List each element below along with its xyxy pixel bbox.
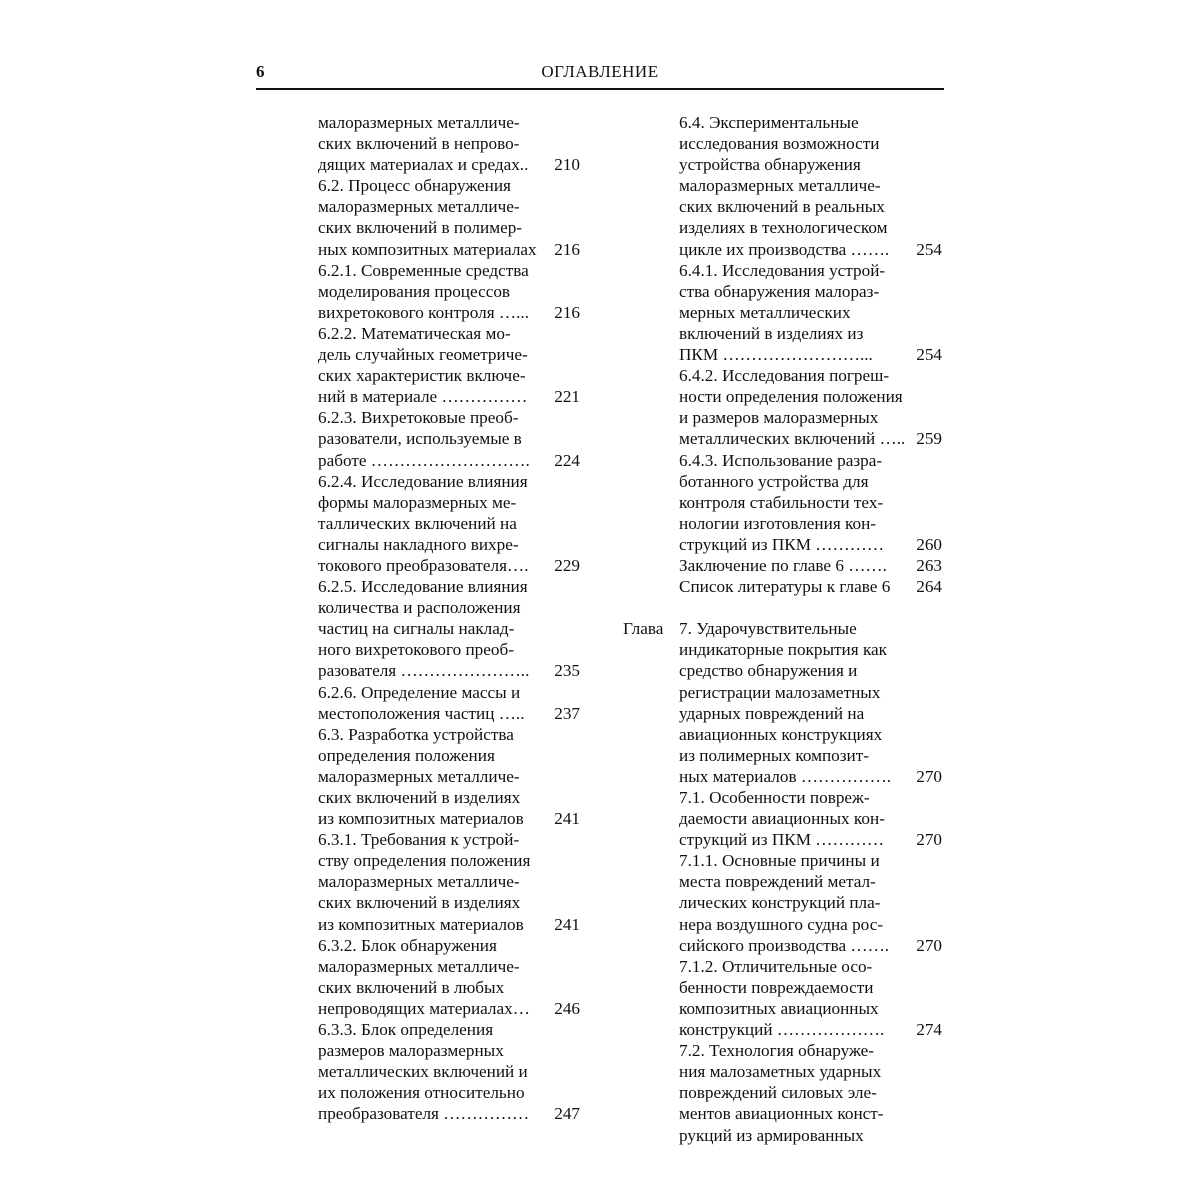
toc-entry xyxy=(318,175,584,259)
toc-entry-text: 6.4.3. Использование разра- xyxy=(679,450,883,470)
toc-entry-text: 6.2.5. Исследование влияния xyxy=(318,577,528,597)
toc-entry-line xyxy=(679,344,944,365)
toc-entry xyxy=(679,576,944,597)
toc-page-number: 216 xyxy=(554,239,580,259)
toc-entry-text: малоразмерных металличе- xyxy=(318,113,520,132)
toc-entry-line xyxy=(679,1103,944,1124)
toc-entry xyxy=(318,724,584,829)
toc-entry-text: местоположения частиц ….. xyxy=(318,703,525,723)
toc-entry-line xyxy=(318,133,584,154)
toc-entry-line xyxy=(318,956,584,977)
page-header xyxy=(256,60,944,90)
section-gap xyxy=(679,597,944,618)
toc-entry-text: их положения относительно xyxy=(318,1083,525,1103)
toc-entry-text: моделирования процессов xyxy=(318,281,511,301)
toc-entry-text: 6.4.2. Исследования погреш- xyxy=(679,366,890,386)
toc-entry-line xyxy=(679,534,944,555)
toc-entry-text: исследования возможности xyxy=(679,134,880,154)
toc-entry-line xyxy=(679,1061,944,1082)
toc-entry-line xyxy=(318,892,584,913)
toc-entry-text: разователи, используемые в xyxy=(318,429,522,449)
toc-entry-text: ности определения положения xyxy=(679,387,903,407)
toc-entry-line xyxy=(318,555,584,576)
toc-entry-text: ских включений в непрово- xyxy=(318,134,520,154)
toc-entry-line xyxy=(679,1040,944,1061)
toc-entry-text: ских включений в полимер- xyxy=(318,218,523,238)
toc-entry-line xyxy=(679,745,944,766)
running-title: ОГЛАВЛЕНИЕ xyxy=(541,62,659,81)
toc-entry-line xyxy=(679,871,944,892)
toc-entry-text: малоразмерных металличе- xyxy=(318,766,520,786)
toc-entry-line xyxy=(679,1125,944,1146)
toc-entry-line xyxy=(318,154,584,175)
toc-entry xyxy=(318,829,584,934)
toc-entry-line xyxy=(318,829,584,850)
toc-entry xyxy=(318,471,584,576)
toc-entry-line xyxy=(318,935,584,956)
toc-entry-line xyxy=(679,281,944,302)
toc-entry-line xyxy=(318,914,584,935)
toc-page-number: 264 xyxy=(916,577,942,597)
toc-entry-line xyxy=(318,850,584,871)
toc-entry-line xyxy=(318,724,584,745)
toc-entry-text: бенности повреждаемости xyxy=(679,977,874,997)
toc-entry-line xyxy=(679,935,944,956)
toc-entry-text: малоразмерных металличе- xyxy=(318,956,520,976)
toc-entry-text: ний в материале …………… xyxy=(318,387,528,407)
toc-entry-line xyxy=(318,576,584,597)
toc-entry-line xyxy=(318,112,584,133)
toc-entry-line xyxy=(679,471,944,492)
toc-entry-text: даемости авиационных кон- xyxy=(679,809,885,829)
toc-entry-line xyxy=(318,513,584,534)
toc-entry-line xyxy=(679,808,944,829)
toc-entry-text: 6.4.1. Исследования устрой- xyxy=(679,260,886,280)
toc-entry-text: металлических включений и xyxy=(318,1062,528,1082)
toc-entry-text: регистрации малозаметных xyxy=(679,682,881,702)
toc-entry-line xyxy=(679,703,944,724)
toc-entry-line xyxy=(318,175,584,196)
toc-entry-line xyxy=(318,196,584,217)
toc-page-number: 254 xyxy=(916,239,942,259)
toc-entry-text: авиационных конструкциях xyxy=(679,724,883,744)
toc-entry-line xyxy=(679,154,944,175)
toc-page-number: 270 xyxy=(916,766,942,786)
toc-entry-line xyxy=(679,133,944,154)
toc-entry-line xyxy=(318,492,584,513)
toc-entry-text: ных композитных материалах xyxy=(318,239,537,259)
toc-entry-text: контроля стабильности тех- xyxy=(679,492,884,512)
toc-entry-text: сигналы накладного вихре- xyxy=(318,534,519,554)
toc-entry-line xyxy=(679,724,944,745)
toc-entry-line xyxy=(318,682,584,703)
toc-entry xyxy=(679,1040,944,1145)
chapter-label: Глава xyxy=(623,619,664,639)
toc-entry-text: 6.2.1. Современные средства xyxy=(318,260,529,280)
toc-entry-line xyxy=(679,428,944,449)
toc-entry xyxy=(318,1019,584,1124)
toc-entry-text: и размеров малоразмерных xyxy=(679,408,879,428)
toc-entry xyxy=(679,850,944,955)
toc-entry-text: Список литературы к главе 6 xyxy=(679,577,891,597)
toc-entry-text: непроводящих материалах… xyxy=(318,998,530,1018)
toc-page-number: 263 xyxy=(916,555,942,575)
toc-page-number: 241 xyxy=(554,809,580,829)
toc-entry-line xyxy=(679,639,944,660)
toc-entry-text: 7. Ударочувствительные xyxy=(679,619,857,639)
toc-entry-text: ских характеристик включе- xyxy=(318,366,526,386)
toc-entry-line xyxy=(318,597,584,618)
page-number: 6 xyxy=(256,62,265,81)
toc-entry-line xyxy=(318,977,584,998)
toc-entry-text: формы малоразмерных ме- xyxy=(318,492,517,512)
toc-left-column xyxy=(318,112,584,1125)
toc-entry-line xyxy=(679,998,944,1019)
toc-entry-text: 6.3. Разработка устройства xyxy=(318,724,514,744)
toc-entry-text: конструкций ………………. xyxy=(679,1020,885,1040)
toc-entry-text: ных материалов ……………. xyxy=(679,766,892,786)
toc-entry-line xyxy=(318,618,584,639)
toc-entry-text: ментов авиационных конст- xyxy=(679,1104,884,1124)
toc-entry-text: ству определения положения xyxy=(318,851,531,871)
toc-entry-text: 7.1.1. Основные причины и xyxy=(679,851,880,871)
toc-entry xyxy=(679,450,944,555)
toc-entry-line xyxy=(318,787,584,808)
toc-page-number: 274 xyxy=(916,1020,942,1040)
toc-entry-line xyxy=(679,660,944,681)
toc-entry-text: 6.2.2. Математическая мо- xyxy=(318,323,511,343)
toc-entry-line xyxy=(318,808,584,829)
toc-entry-line xyxy=(318,766,584,787)
toc-entry-line xyxy=(318,260,584,281)
toc-page-number: 224 xyxy=(554,450,580,470)
toc-entry-text: вихретокового контроля …... xyxy=(318,302,529,322)
toc-entry-line xyxy=(679,217,944,238)
toc-entry-line xyxy=(318,302,584,323)
toc-entry-text: композитных авиационных xyxy=(679,998,879,1018)
toc-entry-text: лических конструкций пла- xyxy=(679,893,881,913)
toc-entry-text: разователя ………………….. xyxy=(318,661,530,681)
toc-page-number: 254 xyxy=(916,345,942,365)
toc-entry xyxy=(318,323,584,407)
toc-entry-line xyxy=(679,175,944,196)
toc-entry xyxy=(679,555,944,576)
toc-entry-line xyxy=(679,302,944,323)
toc-entry xyxy=(679,260,944,365)
toc-entry-line xyxy=(679,407,944,428)
toc-entry-line xyxy=(679,365,944,386)
toc-entry-text: 7.1. Особенности повреж- xyxy=(679,788,870,807)
toc-entry xyxy=(679,112,944,260)
toc-entry-line xyxy=(318,239,584,260)
toc-entry-line xyxy=(318,407,584,428)
toc-entry xyxy=(679,787,944,850)
toc-entry xyxy=(318,576,584,681)
toc-entry-text: 6.2.6. Определение массы и xyxy=(318,682,521,702)
toc-entry-text: устройства обнаружения xyxy=(679,155,861,175)
toc-entry-text: 6.2.3. Вихретоковые преоб- xyxy=(318,408,519,428)
toc-entry-line xyxy=(318,323,584,344)
toc-entry-text: преобразователя …………… xyxy=(318,1104,530,1124)
toc-page-number: 241 xyxy=(554,914,580,934)
toc-page-number: 235 xyxy=(554,661,580,681)
toc-entry-text: ния малозаметных ударных xyxy=(679,1062,882,1082)
toc-entry-text: 6.2.4. Исследование влияния xyxy=(318,471,528,491)
toc-entry-line xyxy=(679,323,944,344)
toc-page-number: 210 xyxy=(554,155,580,175)
toc-entry-line xyxy=(318,639,584,660)
toc-entry-text: дящих материалах и средах.. xyxy=(318,155,529,175)
toc-entry-line xyxy=(318,745,584,766)
toc-entry-line xyxy=(318,534,584,555)
toc-entry xyxy=(623,618,944,787)
toc-entry-line xyxy=(318,281,584,302)
toc-entry xyxy=(318,260,584,323)
toc-entry-line xyxy=(679,766,944,787)
toc-entry-line xyxy=(318,217,584,238)
toc-entry-line xyxy=(679,513,944,534)
toc-entry-line xyxy=(318,660,584,681)
toc-entry-line xyxy=(318,1040,584,1061)
toc-entry-line xyxy=(318,703,584,724)
toc-entry-line xyxy=(679,492,944,513)
toc-entry-line xyxy=(318,386,584,407)
toc-page-number: 247 xyxy=(554,1104,580,1124)
toc-entry-line xyxy=(679,576,944,597)
toc-entry-line xyxy=(679,618,944,639)
toc-entry-line xyxy=(318,344,584,365)
toc-entry xyxy=(679,365,944,449)
toc-entry-line xyxy=(318,1061,584,1082)
toc-entry-text: 7.2. Технология обнаруже- xyxy=(679,1041,875,1061)
toc-entry-line xyxy=(679,1019,944,1040)
toc-entry-line xyxy=(318,450,584,471)
toc-entry-line xyxy=(318,471,584,492)
toc-right-column xyxy=(623,112,944,1146)
toc-entry-text: малоразмерных металличе- xyxy=(318,197,520,217)
toc-page-number: 221 xyxy=(554,387,580,407)
toc-entry-text: малоразмерных металличе- xyxy=(679,176,881,196)
toc-entry-text: дель случайных геометриче- xyxy=(318,345,528,365)
toc-entry-line xyxy=(679,914,944,935)
toc-entry-text: частиц на сигналы наклад- xyxy=(318,619,515,639)
toc-page-number: 246 xyxy=(554,998,580,1018)
toc-entry xyxy=(679,956,944,1040)
toc-entry-text: повреждений силовых эле- xyxy=(679,1083,877,1103)
toc-entry-text: металлических включений ….. xyxy=(679,429,906,449)
toc-entry xyxy=(318,112,584,175)
toc-entry-text: таллических включений на xyxy=(318,513,517,533)
toc-entry-text: цикле их производства ……. xyxy=(679,239,890,259)
toc-entry-line xyxy=(318,1103,584,1124)
toc-entry-text: из композитных материалов xyxy=(318,809,524,829)
toc-entry-text: изделиях в технологическом xyxy=(679,218,888,238)
toc-entry-text: ударных повреждений на xyxy=(679,703,865,723)
toc-entry-text: размеров малоразмерных xyxy=(318,1041,504,1061)
toc-entry-text: места повреждений метал- xyxy=(679,872,876,892)
toc-page-number: 229 xyxy=(554,555,580,575)
toc-entry-line xyxy=(318,1019,584,1040)
toc-entry-line xyxy=(318,365,584,386)
toc-entry-text: малоразмерных металличе- xyxy=(318,872,520,892)
toc-entry-text: из композитных материалов xyxy=(318,914,524,934)
toc-entry-text: ских включений в любых xyxy=(318,977,505,997)
toc-entry-line xyxy=(679,260,944,281)
toc-entry-line xyxy=(318,871,584,892)
toc-entry-line xyxy=(679,787,944,808)
toc-entry-line xyxy=(679,112,944,133)
toc-entry-text: струкций из ПКМ ………… xyxy=(679,830,885,850)
toc-entry-text: нера воздушного судна рос- xyxy=(679,914,884,934)
toc-entry-text: работе ………………………. xyxy=(318,450,530,470)
toc-entry-text: 7.1.2. Отличительные осо- xyxy=(679,956,873,976)
toc-entry-text: ного вихретокового преоб- xyxy=(318,640,514,660)
toc-entry-text: 6.2. Процесс обнаружения xyxy=(318,176,511,196)
toc-entry xyxy=(318,407,584,470)
toc-page-number: 237 xyxy=(554,703,580,723)
toc-page-number: 216 xyxy=(554,302,580,322)
toc-entry-line xyxy=(679,196,944,217)
toc-entry-text: 6.3.3. Блок определения xyxy=(318,1020,494,1040)
toc-entry xyxy=(318,682,584,724)
toc-entry-text: мерных металлических xyxy=(679,302,851,322)
toc-entry-line xyxy=(318,428,584,449)
toc-page-number: 259 xyxy=(916,429,942,449)
toc-entry-line xyxy=(679,239,944,260)
toc-entry-text: средство обнаружения и xyxy=(679,661,858,681)
toc-entry-text: ских включений в изделиях xyxy=(318,893,521,913)
toc-entry-line xyxy=(679,450,944,471)
toc-entry-text: 6.4. Экспериментальные xyxy=(679,113,859,132)
toc-entry-text: 6.3.1. Требования к устрой- xyxy=(318,830,520,850)
toc-entry-line xyxy=(318,1082,584,1103)
toc-entry-text: ских включений в реальных xyxy=(679,197,885,217)
toc-page-number: 270 xyxy=(916,935,942,955)
toc-entry-text: индикаторные покрытия как xyxy=(679,640,888,660)
toc-entry-text: токового преобразователя…. xyxy=(318,555,529,575)
toc-entry-text: количества и расположения xyxy=(318,598,521,618)
toc-entry-text: Заключение по главе 6 ……. xyxy=(679,555,887,575)
toc-entry-text: 6.3.2. Блок обнаружения xyxy=(318,935,497,955)
toc-entry-line xyxy=(679,892,944,913)
toc-entry-line xyxy=(679,555,944,576)
toc-entry-text: определения положения xyxy=(318,745,495,765)
toc-entry-text: включений в изделиях из xyxy=(679,323,864,343)
toc-page-number: 260 xyxy=(916,534,942,554)
toc-entry-line xyxy=(679,386,944,407)
toc-entry-line xyxy=(318,998,584,1019)
toc-entry-text: ботанного устройства для xyxy=(679,471,869,491)
toc-entry-text: ства обнаружения малораз- xyxy=(679,281,880,301)
toc-page-number: 270 xyxy=(916,830,942,850)
toc-entry-text: рукций из армированных xyxy=(679,1125,864,1145)
toc-entry-line xyxy=(679,977,944,998)
toc-entry-line xyxy=(679,829,944,850)
toc-entry-line xyxy=(679,1082,944,1103)
toc-entry-line xyxy=(679,956,944,977)
toc-entry-line xyxy=(679,682,944,703)
toc-entry-text: нологии изготовления кон- xyxy=(679,513,877,533)
toc-entry-text: из полимерных композит- xyxy=(679,745,869,765)
toc-entry-text: ПКМ ……………………... xyxy=(679,345,873,365)
toc-entry-text: сийского производства ……. xyxy=(679,935,890,955)
toc-entry-text: струкций из ПКМ ………… xyxy=(679,534,885,554)
toc-entry-line xyxy=(679,850,944,871)
toc-entry xyxy=(318,935,584,1019)
toc-entry-text: ских включений в изделиях xyxy=(318,788,521,807)
